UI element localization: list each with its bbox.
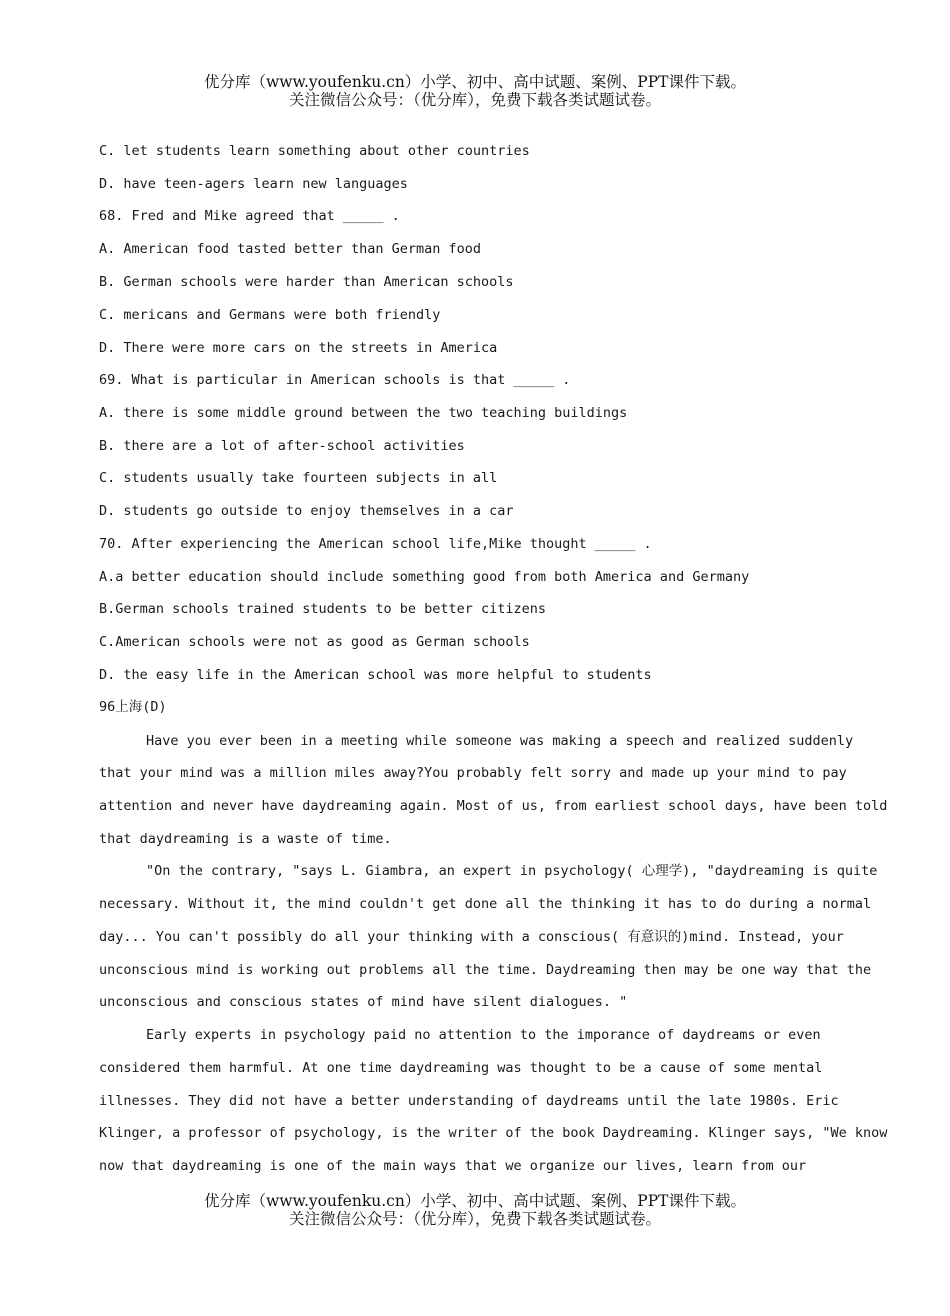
option-69d: D. students go outside to enjoy themselves in a car (99, 503, 514, 519)
question-69: 69. What is particular in American schools is that _____ . (99, 372, 571, 388)
option-70b: B.German schools trained students to be better citizens (99, 601, 547, 617)
option-69a: A. there is some middle ground between the two teaching buildings (99, 405, 628, 421)
paragraph-3-line-4: Klinger, a professor of psychology, is the writer of the book Daydreaming. Klinger says, "We know (99, 1125, 888, 1141)
paragraph-3-line-1: Early experts in psychology paid no attention to the imporance of daydreams or even (146, 1027, 821, 1043)
footer-line-2: 关注微信公众号：（优分库），免费下载各类试题试卷。 (288, 1210, 661, 1228)
paragraph-1-line-4: that daydreaming is a waste of time. (99, 831, 392, 847)
question-70: 70. After experiencing the American school life,Mike thought _____ . (99, 536, 652, 552)
page-header (0, 73, 950, 109)
option-67c: C. let students learn something about other countries (99, 143, 530, 159)
option-68b: B. German schools were harder than American schools (99, 274, 514, 290)
paragraph-1-line-2: that your mind was a million miles away?You probably felt sorry and made up your mind to pay (99, 765, 847, 781)
option-67d: D. have teen-agers learn new languages (99, 176, 408, 192)
paragraph-3-line-5: now that daydreaming is one of the main ways that we organize our lives, learn from our (99, 1158, 807, 1174)
option-69c: C. students usually take fourteen subjects in all (99, 470, 498, 486)
option-68c: C. mericans and Germans were both friendly (99, 307, 441, 323)
option-68a: A. American food tasted better than German food (99, 241, 482, 257)
passage-label: 96上海(D) (99, 699, 167, 715)
question-68: 68. Fred and Mike agreed that _____ . (99, 208, 400, 224)
option-70a: A.a better education should include something good from both America and Germany (99, 569, 750, 585)
paragraph-2-line-4: unconscious mind is working out problems all the time. Daydreaming then may be one way that the (99, 962, 872, 978)
option-69b: B. there are a lot of after-school activities (99, 438, 465, 454)
paragraph-3-line-2: considered them harmful. At one time daydreaming was thought to be a cause of some mental (99, 1060, 823, 1076)
option-70d: D. the easy life in the American school was more helpful to students (99, 667, 652, 683)
paragraph-2-line-2: necessary. Without it, the mind couldn't get done all the thinking it has to do during a normal (99, 896, 872, 912)
paragraph-3-line-3: illnesses. They did not have a better understanding of daydreams until the late 1980s. Eric (99, 1093, 839, 1109)
paragraph-1-line-1: Have you ever been in a meeting while someone was making a speech and realized suddenly (146, 733, 854, 749)
option-68d: D. There were more cars on the streets in America (99, 340, 498, 356)
paragraph-2-line-1: "On the contrary, "says L. Giambra, an expert in psychology( 心理学), "daydreaming is quite (146, 863, 878, 879)
paragraph-2-line-5: unconscious and conscious states of mind have silent dialogues. " (99, 994, 628, 1010)
header-line-1: 优分库（www.youfenku.cn）小学、初中、高中试题、案例、PPT课件下载。 (203, 73, 747, 91)
footer-line-1: 优分库（www.youfenku.cn）小学、初中、高中试题、案例、PPT课件下载。 (203, 1192, 747, 1210)
page-footer (0, 1192, 950, 1228)
paragraph-2-line-3: day... You can't possibly do all your thinking with a conscious( 有意识的)mind. Instead, your (99, 929, 844, 945)
header-line-2: 关注微信公众号：（优分库），免费下载各类试题试卷。 (288, 91, 661, 109)
paragraph-1-line-3: attention and never have daydreaming again. Most of us, from earliest school days, have been told (99, 798, 888, 814)
option-70c: C.American schools were not as good as German schools (99, 634, 530, 650)
